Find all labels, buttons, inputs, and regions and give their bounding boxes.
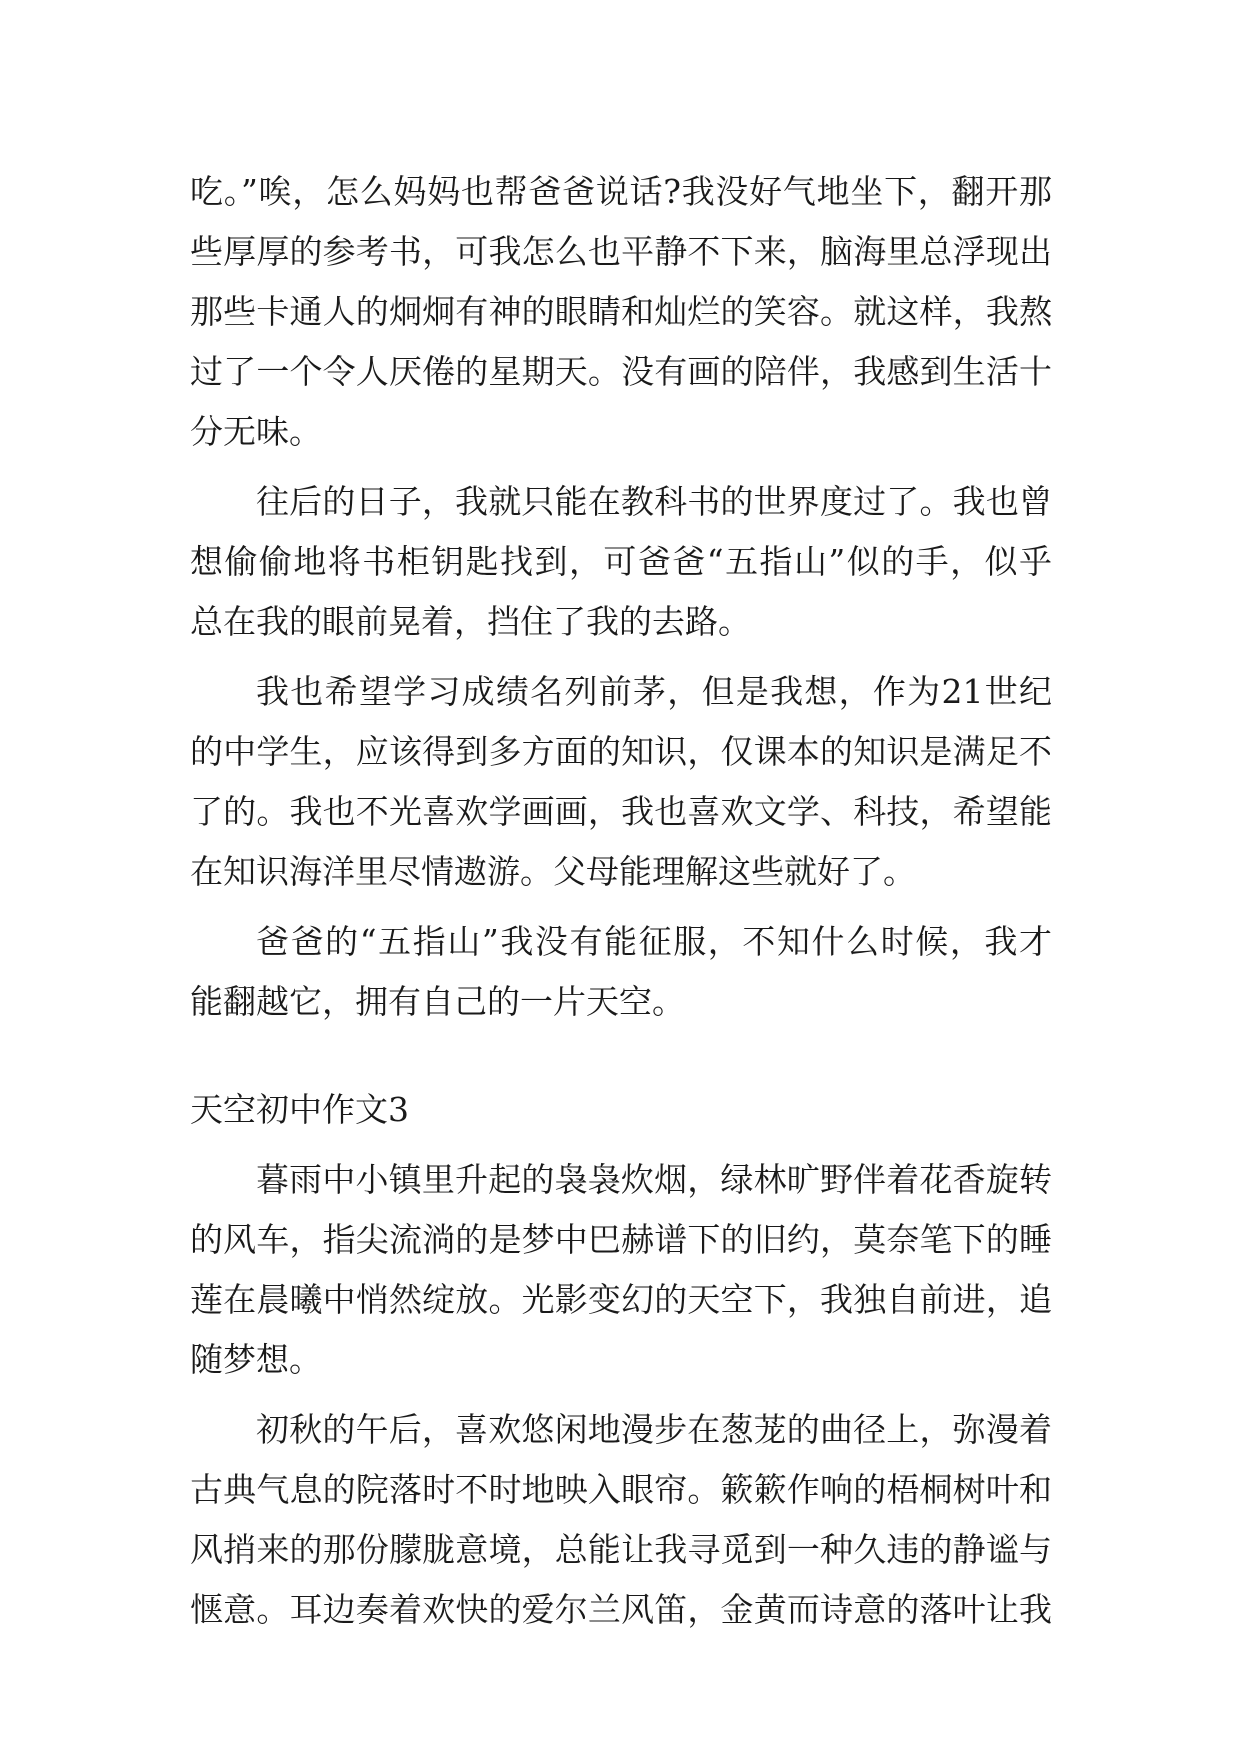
- text-line: 吃。”唉，怎么妈妈也帮爸爸说话?我没好气地坐下，翻开那: [190, 172, 1052, 211]
- text-line: 些厚厚的参考书，可我怎么也平静不下来，脑海里总浮现出: [190, 232, 1052, 271]
- text-line: 暮雨中小镇里升起的袅袅炊烟，绿林旷野伴着花香旋转: [256, 1160, 1052, 1199]
- text-line: 爸爸的“五指山”我没有能征服，不知什么时候，我才: [256, 922, 1052, 961]
- text-line: 古典气息的院落时不时地映入眼帘。簌簌作响的梧桐树叶和: [190, 1470, 1052, 1509]
- text-line: 过了一个令人厌倦的星期天。没有画的陪伴，我感到生活十: [190, 352, 1052, 391]
- text-line: 往后的日子，我就只能在教科书的世界度过了。我也曾: [256, 482, 1052, 521]
- text-line: 风捎来的那份朦胧意境，总能让我寻觅到一种久违的静谧与: [190, 1530, 1052, 1569]
- text-line: 了的。我也不光喜欢学画画，我也喜欢文学、科技，希望能: [190, 792, 1052, 831]
- text-line: 莲在晨曦中悄然绽放。光影变幻的天空下，我独自前进，追: [190, 1280, 1052, 1319]
- text-line: 的风车，指尖流淌的是梦中巴赫谱下的旧约，莫奈笔下的睡: [190, 1220, 1052, 1259]
- section-heading: 天空初中作文3: [190, 1090, 409, 1129]
- text-line: 的中学生，应该得到多方面的知识，仅课本的知识是满足不: [190, 732, 1052, 771]
- text-line: 分无味。: [190, 412, 322, 451]
- text-line: 在知识海洋里尽情遨游。父母能理解这些就好了。: [190, 852, 916, 891]
- text-line: 随梦想。: [190, 1340, 322, 1379]
- text-line: 总在我的眼前晃着，挡住了我的去路。: [190, 602, 751, 641]
- text-line: 我也希望学习成绩名列前茅，但是我想，作为21世纪: [256, 672, 1052, 711]
- text-line: 想偷偷地将书柜钥匙找到，可爸爸“五指山”似的手，似乎: [190, 542, 1052, 581]
- text-line: 惬意。耳边奏着欢快的爱尔兰风笛，金黄而诗意的落叶让我: [190, 1590, 1052, 1629]
- text-line: 那些卡通人的炯炯有神的眼睛和灿烂的笑容。就这样，我熬: [190, 292, 1052, 331]
- text-line: 初秋的午后，喜欢悠闲地漫步在葱茏的曲径上，弥漫着: [256, 1410, 1052, 1449]
- text-line: 能翻越它，拥有自己的一片天空。: [190, 982, 685, 1021]
